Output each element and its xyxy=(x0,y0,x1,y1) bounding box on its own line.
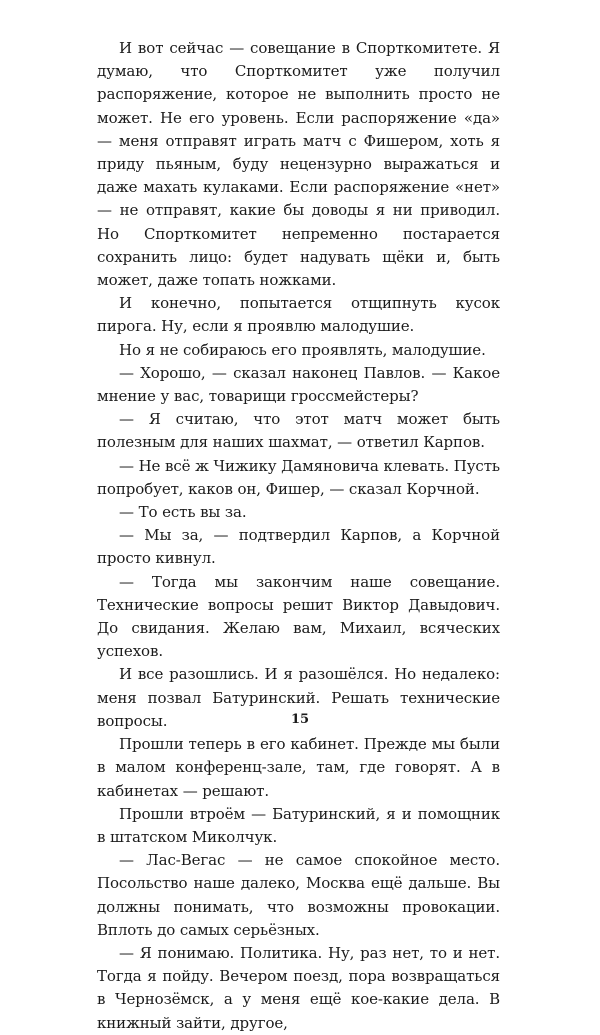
paragraph: Прошли теперь в его кабинет. Прежде мы были в малом конференц-зале, там, где говорят. А в кабинетах — решают. xyxy=(97,735,500,800)
paragraph: Но я не собираюсь его проявлять, малодушие. xyxy=(119,340,486,359)
paragraph: Прошли втроём — Батуринский, я и помощник в штатском Миколчук. xyxy=(97,804,500,846)
paragraph: — Хорошо, — сказал наконец Павлов. — Какое мнение у вас, товарищи гроссмейстеры? xyxy=(97,363,500,406)
body-text xyxy=(97,37,500,1035)
paragraph: И все разошлись. И я разошёлся. Но недалеко: меня позвал Батуринский. Решать технические вопросы. xyxy=(97,665,500,730)
page-number: 15 xyxy=(290,712,310,727)
paragraph: — Я понимаю. Политика. Ну, раз нет, то и нет. Тогда я пойду. Вечером поезд, пора возвращаться в Чернозёмск, а у меня ещё кое-какие дела. В книжный зайти, другое, xyxy=(97,943,500,1032)
paragraph: И вот сейчас — совещание в Спорткомитете. Я думаю, что Спорткомитет уже получил распоряжение, которое не выполнить просто не может. Не его уровень. Если распоряжение «да» — меня отправят играть матч с Фишером, хоть я приду пьяным, буду нецензурно выражаться и даже махать кулаками. Если распоряжение «нет» — не отправят, какие бы доводы я ни приводил. Но Спорткомитет непременно постарается сохранить лицо: будет надувать щёки и, быть может, даже топать ножками. xyxy=(97,39,500,290)
paragraph: — Я считаю, что этот матч может быть полезным для наших шахмат, — ответил Карпов. xyxy=(97,410,500,452)
paragraph: — Не всё ж Чижику Дамяновича клевать. Пусть попробует, каков он, Фишер, — сказал Корчной. xyxy=(97,456,500,498)
paragraph: — Тогда мы закончим наше совещание. Технические вопросы решит Виктор Давыдович. До свидания. Желаю вам, Михаил, всяческих успехов. xyxy=(97,572,500,661)
paragraph: — Лас-Вегас — не самое спокойное место. Посольство наше далеко, Москва ещё дальше. Вы должны понимать, что возможны провокации. Вплоть до самых серьёзных. xyxy=(97,851,500,939)
paragraph: — Мы за, — подтвердил Карпов, а Корчной просто кивнул. xyxy=(97,526,500,568)
paragraph: — То есть вы за. xyxy=(119,503,247,522)
paragraph: И конечно, попытается отщипнуть кусок пирога. Ну, если я проявлю малодушие. xyxy=(97,294,500,336)
